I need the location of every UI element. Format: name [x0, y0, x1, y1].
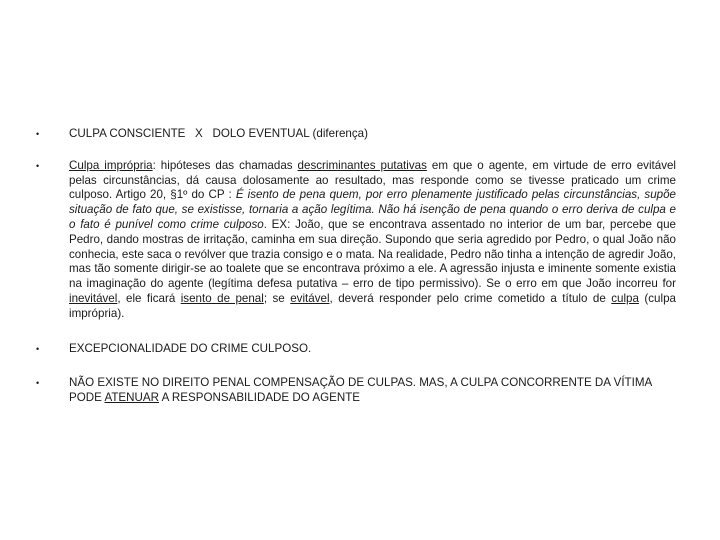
- term-culpa-impropria: Culpa imprópria: [69, 158, 153, 172]
- text-segment: em que o agente, em virtude de erro evitável pelas circunstâncias, dá causa dolosamente ao resultado, mas responde como se tivesse praticado um crime culposo. Artigo 20, §1º do CP :: [69, 158, 677, 202]
- bullet-marker: •: [36, 160, 40, 171]
- text-segment: (culpa imprópria).: [69, 291, 676, 320]
- term-inevitavel: inevitável: [69, 291, 118, 305]
- term-descriminantes-putativas: descriminantes putativas: [297, 158, 427, 172]
- text-segment: , deverá responder pelo crime cometido a título de: [329, 291, 612, 305]
- text-segment: , ele ficará: [117, 291, 181, 305]
- law-quote: É isento de pena quem, por erro plenamente justificado pelas circunstâncias, supõe situação de fato que, se existisse, tornaria a ação legítima. Não há isenção de pena quando o erro deriva de culpa e o fato é punível como crime culposo: [69, 188, 677, 231]
- bullet-marker: •: [36, 129, 40, 139]
- bullet-item-culpa-impropria: [36, 159, 676, 322]
- bullet-item-compensacao-culpas: [36, 376, 676, 406]
- bullet-text: CULPA CONSCIENTE X DOLO EVENTUAL (diferença): [69, 127, 368, 140]
- bullet-text: EXCEPCIONALIDADE DO CRIME CULPOSO.: [69, 341, 312, 355]
- text-segment: NÃO EXISTE NO DIREITO PENAL COMPENSAÇÃO DE CULPAS. MAS, A CULPA CONCORRENTE DA VÍTIMA PODE: [69, 376, 652, 405]
- bullet-item-culpa-consciente: [36, 127, 676, 142]
- bullet-paragraph: [69, 376, 676, 406]
- bullet-item-excepcionalidade: [36, 342, 676, 357]
- bullet-marker: •: [36, 378, 40, 389]
- bullet-paragraph: [69, 159, 676, 322]
- text-segment: : hipóteses das chamadas: [152, 158, 298, 172]
- text-segment: A RESPONSABILIDADE DO AGENTE: [159, 391, 361, 405]
- text-segment: . EX: João, que se encontrava assentado no interior de um bar, percebe que Pedro, dando mostras de irritação, caminha em sua direção. Supondo que seria agredido por Pedro, o qual João não conhecia, este saca o revólver que trazia consigo e o mata. Na realidade, Pedro não tinha a intenção de agredir João, mas tão somente dirigir-se ao toalete que se encontrava próximo a ele. A agressão injusta e iminente somente existia na imaginação do agente (legítima defesa putativa – erro de tipo permissivo). Se o erro em que João incorreu for: [69, 217, 676, 291]
- term-atenuar: ATENUAR: [104, 391, 159, 405]
- bullet-list: [36, 127, 676, 406]
- term-culpa: culpa: [611, 291, 639, 305]
- term-isento-de-penal: isento de penal: [180, 291, 264, 305]
- term-evitavel: evitável: [290, 291, 330, 305]
- text-segment: ; se: [263, 291, 291, 305]
- bullet-marker: •: [36, 343, 40, 354]
